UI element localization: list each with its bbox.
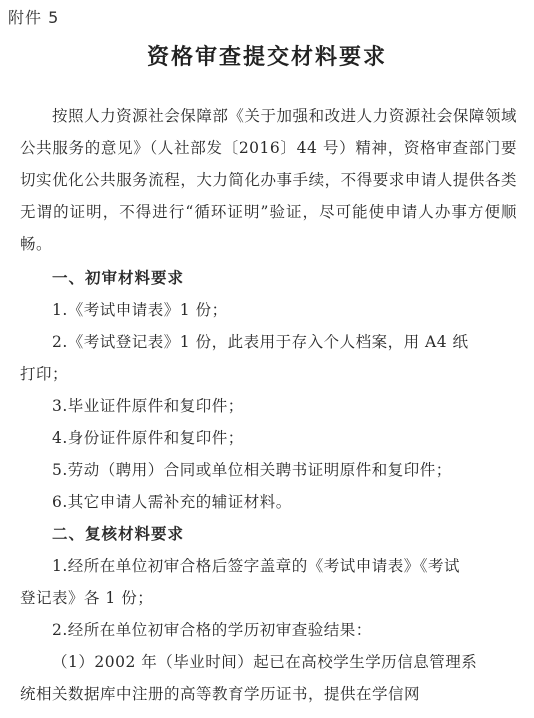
document-title: 资格审查提交材料要求: [146, 44, 387, 70]
section-1-item: 3.毕业证件原件和复印件；: [52, 397, 244, 415]
section-2-item: 1.经所在单位初审合格后签字盖章的《考试申请表》《考试: [52, 557, 461, 575]
section-1-item: 6.其它申请人需补充的辅证材料。: [52, 493, 292, 511]
intro-paragraph: 按照人力资源社会保障部《关于加强和改进人力资源社会保障领域公共服务的意见》（人社部发〔2016〕44 号）精神，资格审查部门要切实优化公共服务流程，大力简化办事手续，不得要求申请人提供各类无谓的证明，不得进行“循环证明”验证，尽可能使申请人办事方便顺畅。: [20, 107, 517, 253]
section-2-item: （1）2002 年（毕业时间）起已在高校学生学历信息管理系: [52, 653, 478, 671]
section-1-item: 2.《考试登记表》1 份，此表用于存入个人档案，用 A4 纸: [52, 333, 469, 351]
section-1-heading: 一、初审材料要求: [52, 269, 185, 287]
section-2-item: 登记表》各 1 份；: [20, 589, 154, 607]
section-1-item: 1.《考试申请表》1 份；: [52, 301, 228, 319]
section-2-heading: 二、复核材料要求: [52, 525, 185, 543]
section-2-item: 统相关数据库中注册的高等教育学历证书，提供在学信网: [20, 685, 421, 703]
attachment-label: 附件 5: [8, 8, 60, 27]
section-1-item: 5.劳动（聘用）合同或单位相关聘书证明原件和复印件；: [52, 461, 452, 479]
section-1-item: 4.身份证件原件和复印件；: [52, 429, 244, 447]
section-2-item: 2.经所在单位初审合格的学历初审查验结果：: [52, 621, 372, 639]
section-1-item: 打印；: [20, 365, 69, 383]
